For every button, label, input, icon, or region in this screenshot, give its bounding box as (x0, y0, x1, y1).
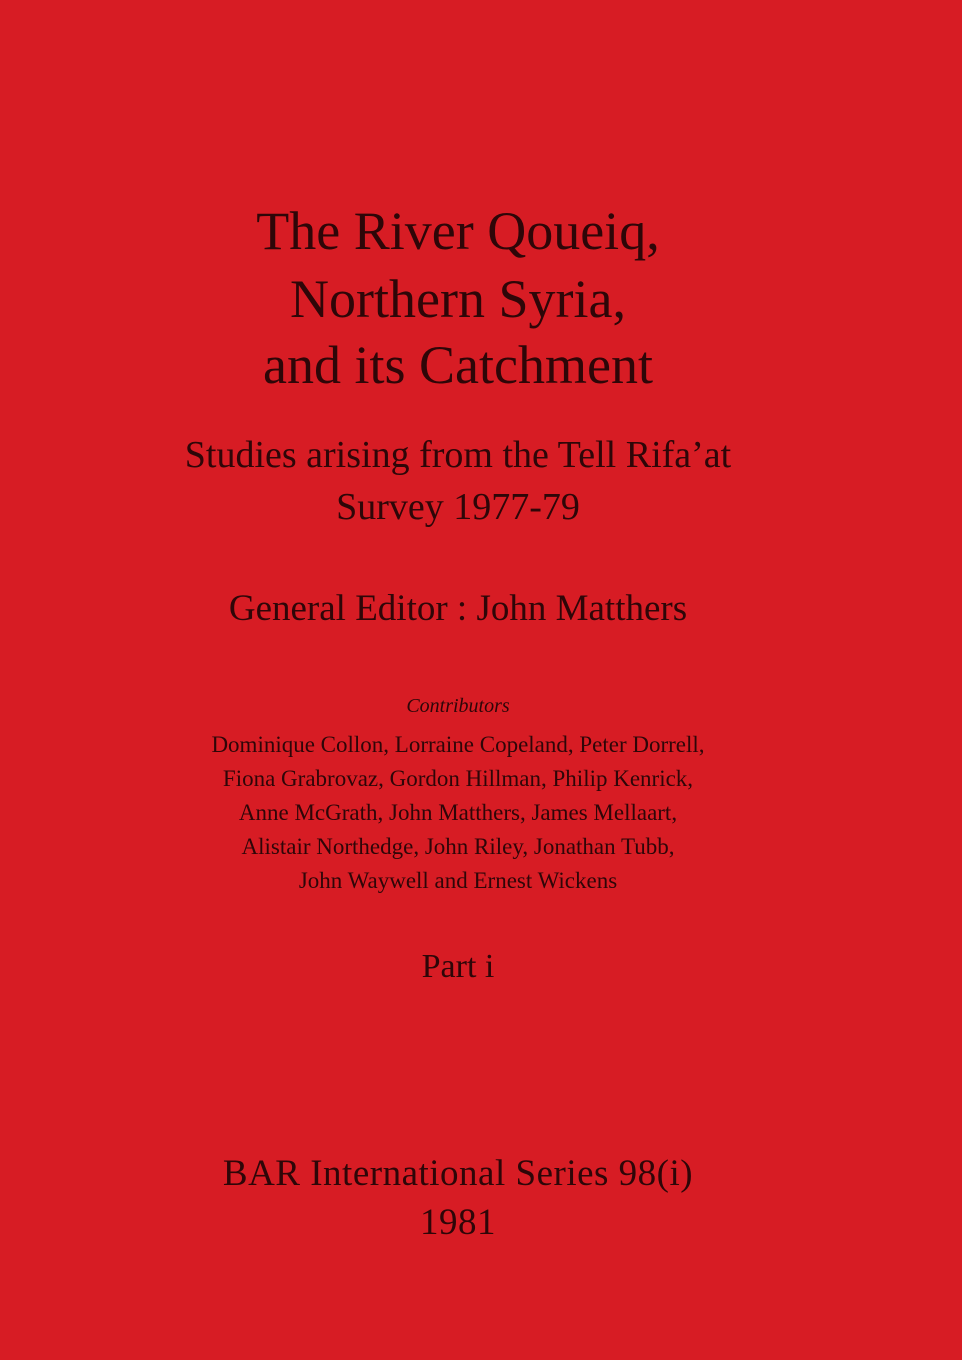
contributors-line: Dominique Collon, Lorraine Copeland, Peter Dorrell, (211, 732, 705, 757)
contributors-line: Fiona Grabrovaz, Gordon Hillman, Philip Kenrick, (222, 766, 694, 791)
publication-year: 1981 (420, 1202, 496, 1243)
subtitle-line-1: Studies arising from the Tell Rifa’at (184, 434, 732, 476)
contributors-line: John Waywell and Ernest Wickens (298, 868, 618, 893)
contributors-line: Alistair Northedge, John Riley, Jonathan Tubb, (241, 834, 675, 859)
subtitle-line-2: Survey 1977-79 (336, 486, 580, 528)
contributors-line: Anne McGrath, John Matthers, James Mellaart, (238, 800, 678, 825)
series-label: BAR International Series 98(i) (222, 1153, 694, 1194)
general-editor: General Editor : John Matthers (228, 588, 688, 629)
title-line-2: Northern Syria, (290, 269, 626, 329)
contributors-label: Contributors (406, 695, 510, 717)
part-label: Part i (421, 948, 495, 985)
title-line-1: The River Qoueiq, (256, 201, 660, 261)
title-line-3: and its Catchment (263, 335, 653, 395)
